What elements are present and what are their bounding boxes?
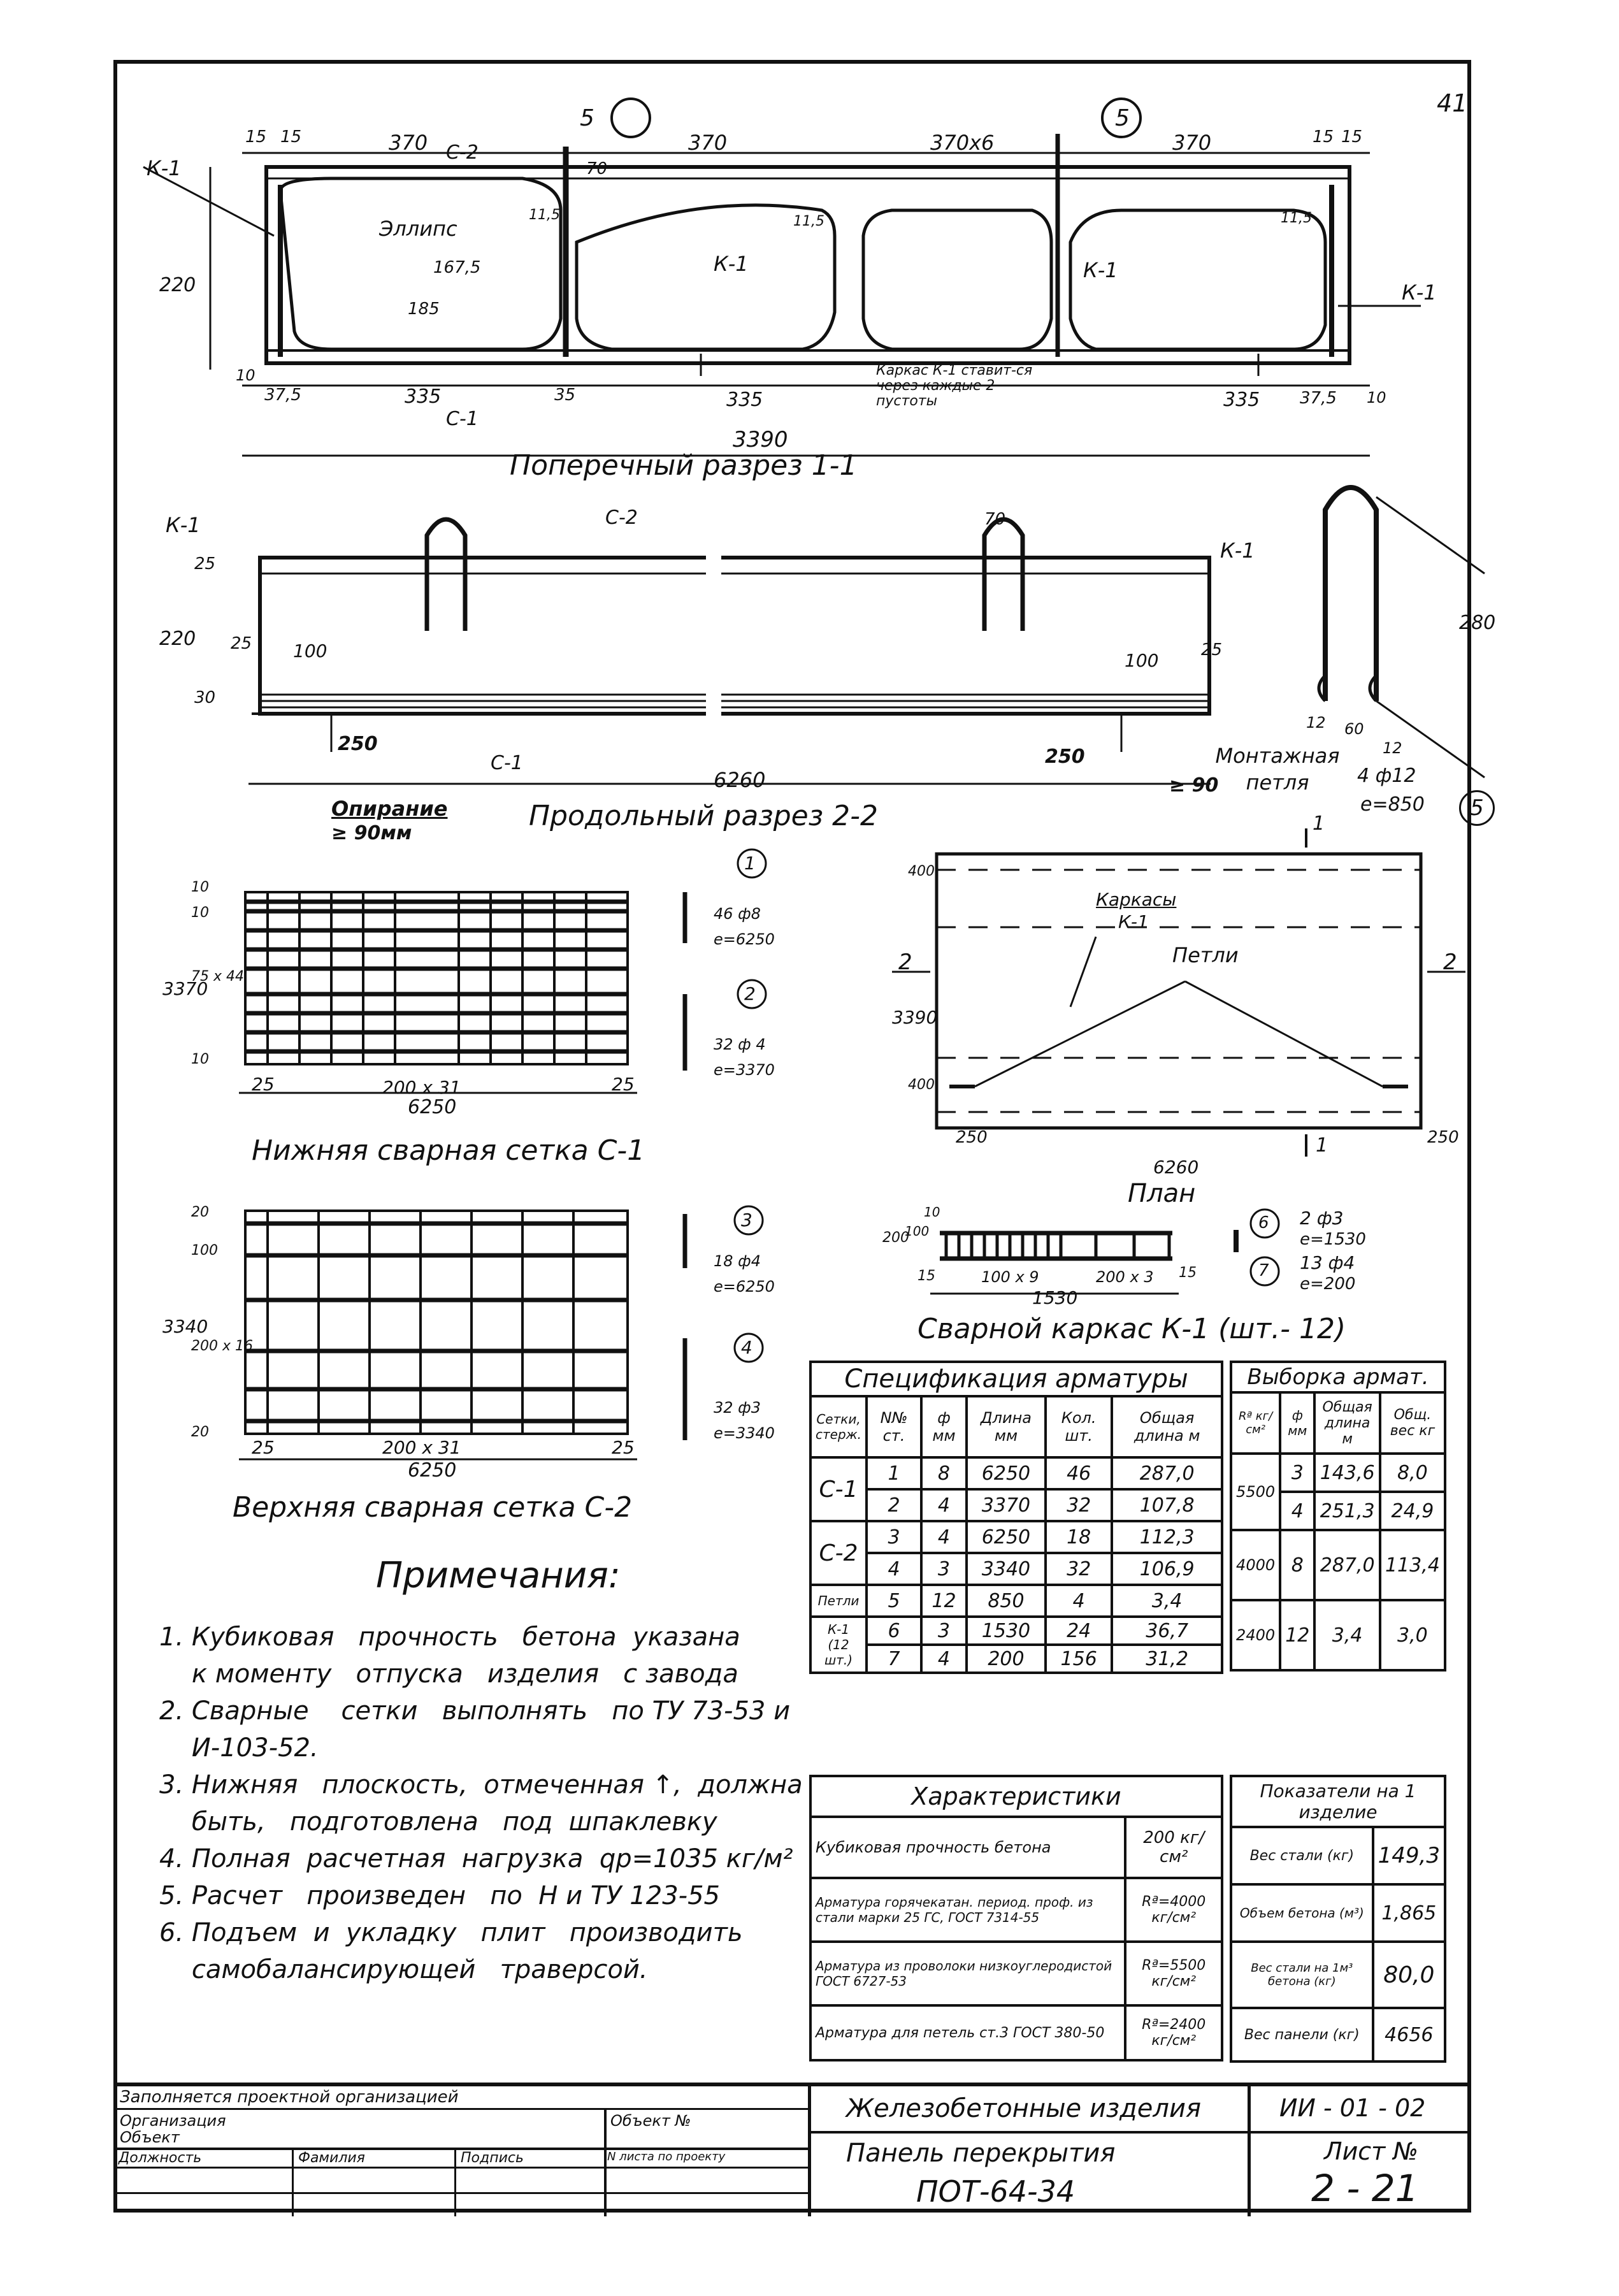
- cs-label-k1-a: К-1: [714, 252, 749, 276]
- table-cell: 6250: [967, 1457, 1046, 1489]
- support-label: Опирание: [331, 797, 448, 821]
- cs-dim-70: 70: [586, 159, 608, 178]
- table-cell: 18: [1046, 1521, 1112, 1553]
- k1-caption: Сварной каркас К-1 (шт.- 12): [917, 1313, 1346, 1345]
- cs-label-c1: С-1: [446, 408, 479, 430]
- table-cell: 3370: [967, 1489, 1046, 1521]
- ind-value: 80,0: [1373, 1942, 1445, 2008]
- table-cell: 113,4: [1380, 1530, 1445, 1600]
- ls-label-c2: С-2: [605, 507, 638, 529]
- c1-dim-10b: 10: [191, 905, 209, 921]
- table-cell: 24,9: [1380, 1492, 1445, 1530]
- plan-section-1a: 1: [1313, 812, 1325, 835]
- c2-dim-200x31: 200 х 31: [382, 1437, 461, 1458]
- table-cell: 6250: [967, 1521, 1046, 1553]
- ind-label: Объем бетона (м³): [1231, 1884, 1373, 1942]
- table-cell: 2: [867, 1489, 921, 1521]
- k1-bar-7: 13 ф4: [1300, 1252, 1355, 1273]
- indicators-table: [1230, 1775, 1446, 2063]
- cs-label-k1-b: К-1: [1083, 258, 1118, 282]
- c1-dim-6250: 6250: [408, 1096, 457, 1118]
- ls-dim-220: 220: [159, 628, 196, 650]
- ind-value: 4656: [1373, 2008, 1445, 2061]
- c2-bar-4-len: е=3340: [714, 1424, 775, 1442]
- tb-object-label: Объект: [120, 2128, 180, 2146]
- cs-frame-note: Каркас К-1 ставит-ся через каждые 2 пустоты: [876, 363, 1033, 409]
- selection-table: [1230, 1361, 1446, 1671]
- table-cell: 32: [1046, 1553, 1112, 1585]
- table-cell: 8,0: [1380, 1454, 1445, 1492]
- characteristics-table: [809, 1775, 1223, 2061]
- loop-caption: Монтажная петля: [1215, 744, 1340, 795]
- table-cell: 1: [867, 1457, 921, 1489]
- spec-title: Спецификация арматуры: [810, 1362, 1222, 1396]
- ls-label-c1: С-1: [491, 752, 523, 774]
- c1-bar-1-len: е=6250: [714, 930, 775, 948]
- c1-dim-10a: 10: [191, 879, 209, 895]
- table-cell: 3,4: [1314, 1600, 1379, 1670]
- ls-dim-250b: 250: [1045, 746, 1085, 768]
- k1-marker-7: 7: [1258, 1261, 1269, 1280]
- spec-group-c1: С-1: [810, 1457, 867, 1521]
- cs-label-k1-left: К-1: [147, 156, 182, 180]
- cs-dim-15a: 15: [245, 127, 267, 147]
- ind-value: 149,3: [1373, 1827, 1445, 1884]
- cs-dim-15c: 15: [1313, 127, 1334, 147]
- tb-signature: Подпись: [461, 2150, 524, 2166]
- cs-dim-185: 185: [408, 300, 440, 319]
- plan-dim-400a: 400: [908, 863, 935, 879]
- note-line: 1. Кубиковая прочность бетона указана: [159, 1622, 740, 1652]
- c2-marker-3: 3: [741, 1209, 752, 1231]
- table-cell: 46: [1046, 1457, 1112, 1489]
- k1-dim-200: 200: [882, 1230, 909, 1246]
- k1-dim-200x3: 200 х 3: [1096, 1268, 1154, 1286]
- tb-sheet-project: N листа по проекту: [607, 2150, 726, 2163]
- table-cell: 36,7: [1112, 1617, 1222, 1645]
- cs-label-ellipse: Эллипс: [379, 217, 457, 241]
- loop-dim-12b: 12: [1383, 739, 1402, 757]
- cs-dim-15d: 15: [1341, 127, 1363, 147]
- tb-series: ИИ - 01 - 02: [1279, 2094, 1426, 2122]
- loop-dim-280: 280: [1459, 612, 1496, 634]
- note-line: 6. Подъем и укладку плит производить: [159, 1918, 743, 1947]
- spec-h-d: ф мм: [921, 1396, 967, 1457]
- spec-h-len: Длина мм: [967, 1396, 1046, 1457]
- cs-dim-167: 167,5: [433, 258, 481, 277]
- spec-h-qty: Кол. шт.: [1046, 1396, 1112, 1457]
- spec-group-c2: С-2: [810, 1521, 867, 1585]
- table-cell: 24: [1046, 1617, 1112, 1645]
- c2-dim-6250: 6250: [408, 1459, 457, 1482]
- tb-name-line2: ПОТ-64-34: [916, 2174, 1076, 2209]
- cs-label-c2: С-2: [446, 141, 479, 164]
- cs-dim-11-5b: 11,5: [793, 213, 824, 229]
- table-cell: 850: [967, 1585, 1046, 1617]
- ls-dim-100b: 100: [1125, 650, 1159, 671]
- table-cell: 4: [867, 1553, 921, 1585]
- notes-title: Примечания:: [376, 1555, 621, 1596]
- char-label: Кубиковая прочность бетона: [810, 1817, 1125, 1878]
- table-cell: 107,8: [1112, 1489, 1222, 1521]
- table-cell: 32: [1046, 1489, 1112, 1521]
- cs-caption: Поперечный разрез 1-1: [510, 449, 858, 482]
- plan-section-1b: 1: [1316, 1134, 1328, 1157]
- c2-dim-3340: 3340: [162, 1316, 208, 1337]
- tb-name-line1: Панель перекрытия: [846, 2139, 1116, 2168]
- ind-label: Вес панели (кг): [1231, 2008, 1373, 2061]
- cs-dim-10a: 10: [236, 366, 255, 384]
- ind-label: Вес стали (кг): [1231, 1827, 1373, 1884]
- plan-dim-400b: 400: [908, 1077, 935, 1093]
- cs-dim-11-5c: 11,5: [1281, 210, 1312, 226]
- cs-dim-370a: 370: [389, 131, 428, 155]
- table-cell: 287,0: [1314, 1530, 1379, 1600]
- ls-label-k1-left: К-1: [166, 513, 201, 537]
- mesh-c2-drawing: [239, 1206, 763, 1459]
- c2-dim-25a: 25: [252, 1437, 275, 1458]
- tb-category: Железобетонные изделия: [846, 2094, 1202, 2123]
- marker-5-right: 5: [1115, 105, 1130, 131]
- table-cell: 3,0: [1380, 1600, 1445, 1670]
- k1-dim-15b: 15: [1179, 1265, 1197, 1281]
- spec-table: [809, 1361, 1223, 1674]
- sel-h-w: Общ. вес кг: [1380, 1392, 1445, 1454]
- tb-position: Должность: [119, 2150, 202, 2166]
- table-cell: 4: [921, 1489, 967, 1521]
- table-cell: 4: [1280, 1492, 1314, 1530]
- plan-dim-250b: 250: [1427, 1128, 1459, 1147]
- cs-dim-15b: 15: [280, 127, 302, 147]
- cs-dim-335b: 335: [726, 389, 763, 411]
- cs-dim-370c: 370: [1172, 131, 1212, 155]
- table-cell: 200: [967, 1645, 1046, 1673]
- note-line: 2. Сварные сетки выполнять по ТУ 73-53 и: [159, 1696, 791, 1726]
- note-line: 3. Нижняя плоскость, отмеченная ↑, должна: [159, 1770, 803, 1800]
- ls-dim-25c: 25: [1201, 640, 1223, 660]
- table-cell: 4: [1046, 1585, 1112, 1617]
- plan-label-k1: К-1: [1118, 911, 1149, 932]
- table-cell: 12: [921, 1585, 967, 1617]
- tb-sheet-label: Лист №: [1324, 2137, 1418, 2165]
- plan-label-loops: Петли: [1172, 943, 1239, 967]
- cs-dim-335a: 335: [405, 386, 442, 408]
- table-cell: 143,6: [1314, 1454, 1379, 1492]
- selection-title: Выборка армат.: [1231, 1362, 1445, 1392]
- ls-caption: Продольный разрез 2-2: [529, 800, 878, 832]
- c2-caption: Верхняя сварная сетка С-2: [233, 1491, 633, 1524]
- k1-dim-100: 100: [905, 1224, 930, 1239]
- ls-label-k1-right: К-1: [1220, 538, 1255, 563]
- tb-object-no: Объект №: [610, 2112, 691, 2130]
- cs-dim-10b: 10: [1367, 389, 1386, 407]
- note-line: самобалансирующей траверсой.: [159, 1955, 648, 1984]
- sel-r-2400: 2400: [1231, 1600, 1280, 1670]
- loop-bar: 4 ф12: [1357, 765, 1416, 787]
- title-block: [113, 2083, 1471, 2213]
- table-cell: 12: [1280, 1600, 1314, 1670]
- c1-caption: Нижняя сварная сетка С-1: [252, 1134, 645, 1167]
- char-value: Rª=2400 кг/см²: [1125, 2005, 1222, 2060]
- k1-bar-6-len: е=1530: [1300, 1230, 1366, 1249]
- note-line: 4. Полная расчетная нагрузка qр=1035 кг/м²: [159, 1844, 793, 1874]
- ls-dim-25b: 25: [231, 634, 252, 653]
- table-cell: 3: [1280, 1454, 1314, 1492]
- table-cell: 8: [921, 1457, 967, 1489]
- spec-h-group: Сетки, стерж.: [810, 1396, 867, 1457]
- plan-dim-3390: 3390: [892, 1007, 938, 1028]
- k1-dim-100x9: 100 х 9: [981, 1268, 1039, 1286]
- support-value: ≥ 90мм: [331, 822, 412, 844]
- loop-length: е=850: [1360, 793, 1425, 816]
- k1-marker-6: 6: [1258, 1213, 1269, 1232]
- sel-h-d: ф мм: [1280, 1392, 1314, 1454]
- tb-surname: Фамилия: [298, 2150, 365, 2166]
- table-cell: 7: [867, 1645, 921, 1673]
- k1-bar-6: 2 ф3: [1300, 1208, 1344, 1229]
- table-cell: 112,3: [1112, 1521, 1222, 1553]
- c1-dim-200x31: 200 х 31: [382, 1077, 461, 1098]
- char-value: 200 кг/см²: [1125, 1817, 1222, 1878]
- page-number: 41: [1437, 89, 1468, 117]
- notes-list: [159, 1619, 828, 1988]
- table-cell: 31,2: [1112, 1645, 1222, 1673]
- c2-dim-20a: 20: [191, 1204, 209, 1220]
- table-cell: 3340: [967, 1553, 1046, 1585]
- c2-bar-4: 32 ф3: [714, 1399, 761, 1417]
- sel-h-r: Rª кг/см²: [1231, 1392, 1280, 1454]
- sel-h-len: Общая длина м: [1314, 1392, 1379, 1454]
- note-line: И-103-52.: [159, 1733, 319, 1763]
- char-label: Арматура из проволоки низкоуглеродистой ГОСТ 6727-53: [810, 1942, 1125, 2005]
- note-line: к моменту отпуска изделия с завода: [159, 1659, 738, 1689]
- sel-r-5500: 5500: [1231, 1454, 1280, 1530]
- ls-dim-100a: 100: [293, 640, 327, 661]
- c1-dim-10c: 10: [191, 1051, 209, 1067]
- k1-bar-7-len: е=200: [1300, 1274, 1356, 1294]
- tb-organization: Организация: [120, 2112, 226, 2130]
- c2-bar-3-len: е=6250: [714, 1278, 775, 1296]
- cs-dim-370b: 370: [688, 131, 728, 155]
- table-cell: 5: [867, 1585, 921, 1617]
- tb-sheet-no: 2 - 21: [1311, 2167, 1419, 2210]
- c1-marker-1: 1: [744, 853, 756, 874]
- char-label: Арматура горячекатан. период. проф. из стали марки 25 ГС, ГОСТ 7314-55: [810, 1878, 1125, 1942]
- mesh-c1-drawing: [239, 849, 766, 1093]
- table-cell: 3: [921, 1553, 967, 1585]
- table-cell: 3,4: [1112, 1585, 1222, 1617]
- plan-section-2a: 2: [898, 949, 912, 975]
- c1-dim-75x44: 75 х 44: [191, 969, 244, 985]
- table-cell: 6: [867, 1617, 921, 1645]
- cs-dim-35a: 35: [554, 386, 576, 405]
- table-cell: 3: [921, 1617, 967, 1645]
- note-line: быть, подготовлена под шпаклевку: [159, 1807, 717, 1837]
- table-cell: 251,3: [1314, 1492, 1379, 1530]
- cs-label-k1-right: К-1: [1402, 280, 1437, 305]
- char-title: Характеристики: [810, 1776, 1222, 1817]
- spec-group-k1: К-1 (12 шт.): [810, 1617, 867, 1673]
- table-cell: 4: [921, 1645, 967, 1673]
- k1-dim-15a: 15: [917, 1268, 935, 1284]
- ls-dim-90: ≥ 90: [1169, 774, 1219, 797]
- ls-dim-250a: 250: [338, 733, 378, 755]
- ls-dim-70: 70: [984, 510, 1006, 529]
- char-label: Арматура для петель ст.3 ГОСТ 380-50: [810, 2005, 1125, 2060]
- char-value: Rª=4000 кг/см²: [1125, 1878, 1222, 1942]
- k1-dim-1530: 1530: [1032, 1287, 1078, 1308]
- loop-dim-60: 60: [1344, 720, 1364, 738]
- table-cell: 106,9: [1112, 1553, 1222, 1585]
- cs-dim-370x6: 370х6: [930, 131, 995, 155]
- cs-dim-335c: 335: [1223, 389, 1260, 411]
- plan-label-frames: Каркасы: [1096, 889, 1177, 910]
- c1-dim-25b: 25: [612, 1074, 635, 1095]
- cs-dim-11-5a: 11,5: [529, 207, 560, 223]
- c2-dim-100: 100: [191, 1243, 218, 1259]
- ls-dim-6260: 6260: [714, 768, 766, 792]
- char-value: Rª=5500 кг/см²: [1125, 1942, 1222, 2005]
- table-cell: 156: [1046, 1645, 1112, 1673]
- table-cell: 1530: [967, 1617, 1046, 1645]
- cs-dim-37-5a: 37,5: [264, 386, 301, 405]
- loop-dim-12a: 12: [1306, 714, 1326, 732]
- plan-dim-6260: 6260: [1153, 1157, 1199, 1178]
- c2-bar-3: 18 ф4: [714, 1252, 761, 1270]
- c2-dim-200x16: 200 х 16: [191, 1338, 253, 1354]
- ind-label: Вес стали на 1м³ бетона (кг): [1231, 1942, 1373, 2008]
- loop-marker-5: 5: [1459, 790, 1495, 826]
- tb-filled-by: Заполняется проектной организацией: [120, 2088, 459, 2107]
- c1-bar-1: 46 ф8: [714, 905, 761, 923]
- k1-dim-10: 10: [924, 1204, 940, 1220]
- ind-value: 1,865: [1373, 1884, 1445, 1942]
- spec-h-n: N№ ст.: [867, 1396, 921, 1457]
- c2-dim-25b: 25: [612, 1437, 635, 1458]
- cs-dim-37-5b: 37,5: [1300, 389, 1337, 408]
- ind-title: Показатели на 1 изделие: [1231, 1776, 1445, 1827]
- spec-group-loops: Петли: [810, 1585, 867, 1617]
- c2-dim-20b: 20: [191, 1424, 209, 1440]
- ls-dim-30: 30: [194, 688, 216, 707]
- long-section-drawing: [248, 519, 1211, 784]
- plan-caption: План: [1128, 1179, 1196, 1208]
- plan-drawing: [892, 828, 1465, 1157]
- c1-dim-3370: 3370: [162, 978, 208, 999]
- note-line: 5. Расчет произведен по Н и ТУ 123-55: [159, 1881, 720, 1910]
- plan-section-2b: 2: [1443, 949, 1457, 975]
- c1-marker-2: 2: [744, 983, 756, 1004]
- table-cell: 3: [867, 1521, 921, 1553]
- c1-dim-25a: 25: [252, 1074, 275, 1095]
- c1-bar-2-len: е=3370: [714, 1061, 775, 1079]
- table-cell: 4: [921, 1521, 967, 1553]
- cs-dim-220: 220: [159, 274, 196, 296]
- spec-h-total: Общая длина м: [1112, 1396, 1222, 1457]
- sel-r-4000: 4000: [1231, 1530, 1280, 1600]
- c1-bar-2: 32 ф 4: [714, 1036, 766, 1053]
- ls-dim-25a: 25: [194, 554, 216, 574]
- c2-marker-4: 4: [741, 1337, 752, 1358]
- cs-total-3390: 3390: [733, 427, 788, 452]
- table-cell: 8: [1280, 1530, 1314, 1600]
- marker-5-left: 5: [580, 105, 594, 131]
- table-cell: 287,0: [1112, 1457, 1222, 1489]
- plan-dim-250a: 250: [956, 1128, 988, 1147]
